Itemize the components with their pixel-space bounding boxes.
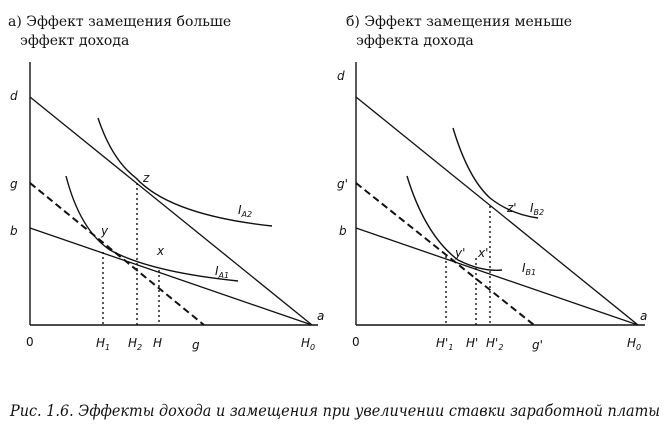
panel-a-xlabel-h0: $H_0$	[301, 336, 316, 352]
panel-a-budget-line-d	[30, 97, 312, 325]
panel-a-curve-label-a1: $I_{A1}$	[215, 264, 230, 280]
panel-b-curve-label-b1: $I_{B1}$	[522, 261, 537, 277]
panel-b-xlabel-h1: $H'_1$	[436, 336, 454, 352]
panel-a-xlabel-h2: $H_2$	[128, 336, 143, 352]
panel-b-budget-line-b	[356, 228, 638, 325]
panel-b-label-g: g'	[337, 177, 348, 191]
panel-b-xlabel-h0: $H_0$	[627, 336, 642, 352]
panel-b-point-z: z'	[507, 201, 517, 215]
panel-a-xlabel-h: H	[153, 336, 163, 350]
panel-a-label-d: d	[10, 89, 18, 103]
figure-caption: Рис. 1.6. Эффекты дохода и замещения при увеличении ставки заработной платы	[9, 402, 660, 420]
panel-b-xlabel-h: H'	[466, 336, 479, 350]
panel-a-title-line1: а) Эффект замещения больше	[8, 14, 232, 30]
panel-b-title-line2: эффекта дохода	[356, 33, 474, 49]
panel-a-point-x: x	[157, 244, 165, 258]
panel-a-label-b: b	[10, 224, 18, 238]
panel-a-point-z: z	[143, 171, 150, 185]
panel-a-xlabel-h1: $H_1$	[96, 336, 111, 352]
panel-b-point-y: y'	[455, 246, 466, 260]
panel-b-title-line1: б) Эффект замещения меньше	[346, 14, 573, 30]
panel-b-xlabel-g: g'	[532, 338, 543, 352]
panel-b-xlabel-h2: $H'_2$	[486, 336, 504, 352]
panel-a	[8, 14, 324, 352]
panel-a-xlabel-g: g	[192, 338, 200, 352]
panel-b-point-x: x'	[478, 246, 489, 260]
panel-b-label-d: d	[337, 69, 345, 83]
panel-a-point-a: a	[317, 309, 325, 323]
panel-a-curve-label-a2: $I_{A2}$	[238, 203, 253, 219]
panel-a-point-y: y	[101, 224, 109, 238]
panel-a-label-g: g	[10, 177, 18, 191]
panel-a-budget-line-b	[30, 228, 312, 325]
panel-b-point-a: a	[640, 309, 648, 323]
panel-a-title-line2: эффект дохода	[20, 33, 130, 49]
panel-a-origin: 0	[26, 335, 34, 349]
panel-b-label-b: b	[339, 224, 347, 238]
panel-b	[337, 14, 647, 352]
panel-b-indifference-curve-b2	[453, 128, 538, 218]
panel-b-curve-label-b2: $I_{B2}$	[530, 201, 545, 217]
panel-b-budget-line-d	[356, 97, 638, 325]
panel-b-origin: 0	[352, 335, 360, 349]
